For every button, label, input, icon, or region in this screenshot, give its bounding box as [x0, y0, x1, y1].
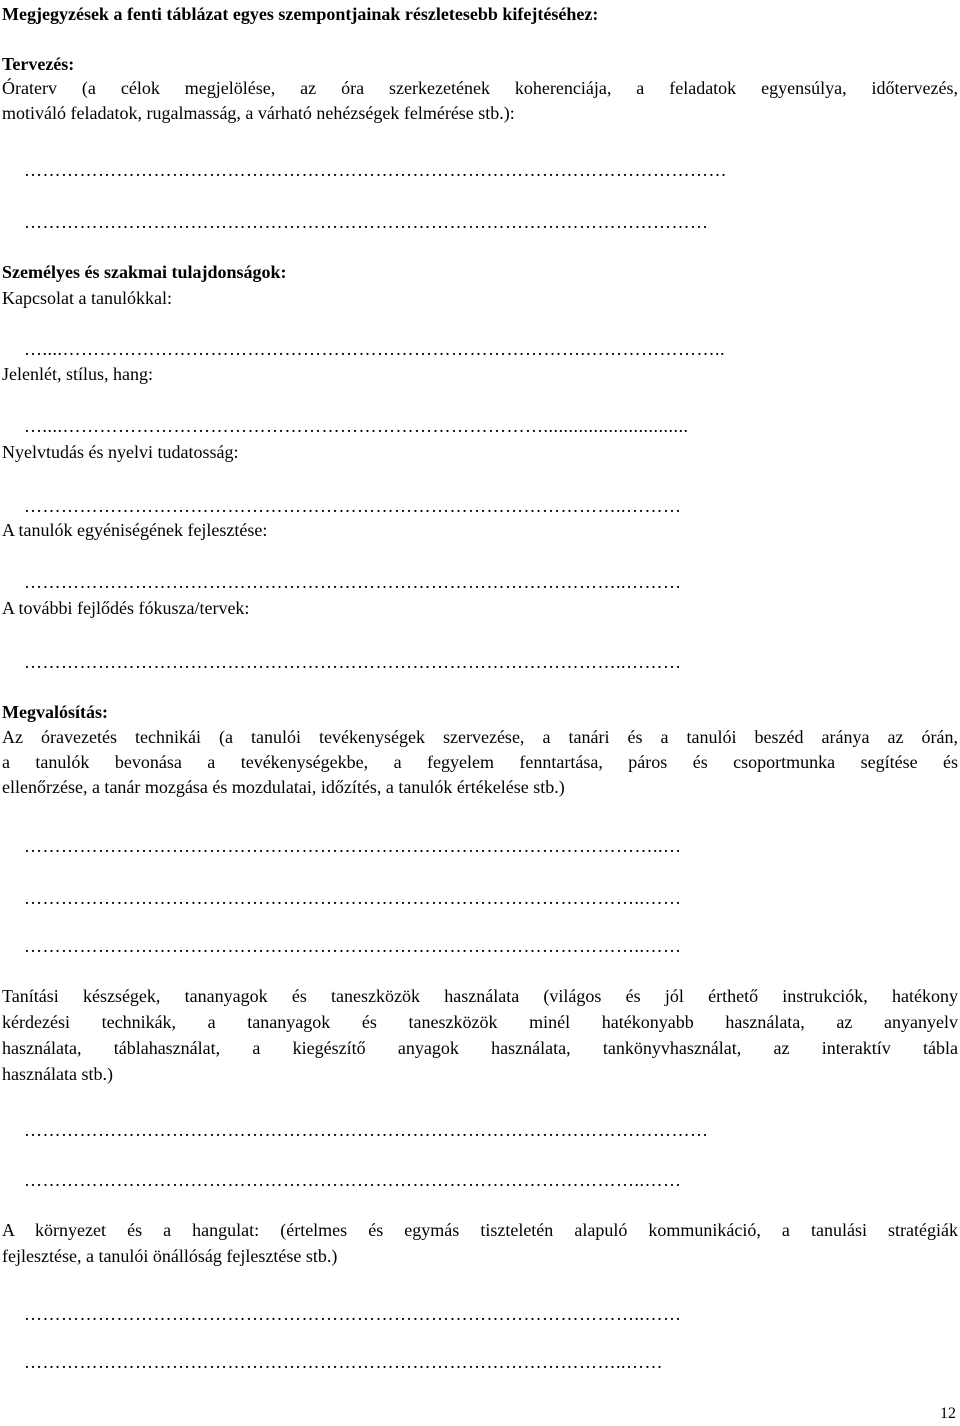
implementation-text-line-3: ellenőrzése, a tanár mozgása és mozdulatai, időzítés, a tanulók értékelése stb.)	[2, 777, 565, 797]
planning-dotted-line-1: ……………………………………………………………………………………………………	[24, 160, 727, 180]
teaching-dotted-line-2: ………………………………………………………………………………………..……	[24, 1170, 682, 1190]
page-number: 12	[940, 1405, 956, 1422]
implementation-text-line-2: a tanulók bevonása a tevékenységekbe, a fegyelem fenntartása, páros és csoportmunka segítése és	[2, 752, 958, 772]
implementation-text-line-1: Az óravezetés technikái (a tanulói tevékenységek szervezése, a tanári és a tanulói beszéd aránya az órán,	[2, 727, 958, 747]
contact-label: Kapcsolat a tanulókkal:	[2, 288, 172, 308]
teaching-text-line-1: Tanítási készségek, tananyagok és taneszközök használata (világos és jól érthető instrukciók, hatékony	[2, 986, 958, 1006]
presence-dotted-line: …....…………………………………………………………………….............................	[24, 416, 689, 436]
individuality-dotted-line: ……………………………………………………………………………………..………	[24, 572, 682, 592]
implementation-dotted-line-3: ………………………………………………………………………………………..……	[24, 936, 682, 956]
document-heading: Megjegyzések a fenti táblázat egyes szempontjainak részletesebb kifejtéséhez:	[2, 4, 599, 24]
planning-dotted-line-2: …………………………………………………………………………………………………	[24, 212, 709, 232]
personal-title: Személyes és szakmai tulajdonságok:	[2, 262, 287, 282]
individuality-label: A tanulók egyéniségének fejlesztése:	[2, 520, 268, 540]
environment-dotted-line-1: ………………………………………………………………………………………..……	[24, 1304, 682, 1324]
environment-text-line-1: A környezet és a hangulat: (értelmes és egymás tiszteletén alapuló kommunikáció, a tanulási stratégiák	[2, 1220, 958, 1240]
teaching-text-line-2: kérdezési technikák, a tananyagok és taneszközök minél hatékonyabb használata, az anyanyelv	[2, 1012, 958, 1032]
language-dotted-line: ……………………………………………………………………………………..………	[24, 496, 682, 516]
language-label: Nyelvtudás és nyelvi tudatosság:	[2, 442, 239, 462]
teaching-text-line-3: használata, táblahasználat, a kiegészítő anyagok használata, tankönyvhasználat, az interaktív tábla	[2, 1038, 958, 1058]
contact-dotted-line: …....………………………………………………………………………….…………………..	[24, 339, 725, 359]
teaching-text-line-4: használata stb.)	[2, 1064, 113, 1084]
environment-text-line-2: fejlesztése, a tanulói önállóság fejlesztése stb.)	[2, 1246, 338, 1266]
focus-dotted-line: ……………………………………………………………………………………..………	[24, 652, 682, 672]
environment-dotted-line-2: ……………………………………………………………………………………..……	[24, 1352, 663, 1372]
planning-title: Tervezés:	[2, 54, 75, 74]
implementation-dotted-line-2: ………………………………………………………………………………………..……	[24, 888, 682, 908]
teaching-dotted-line-1: …………………………………………………………………………………………………	[24, 1120, 709, 1140]
planning-text-line-1: Óraterv (a célok megjelölése, az óra szerkezetének koherenciája, a feladatok egyensúlya, időtervezés,	[2, 78, 958, 98]
planning-text-line-2: motiváló feladatok, rugalmasság, a várható nehézségek felmérése stb.):	[2, 103, 515, 123]
focus-label: A további fejlődés fókusza/tervek:	[2, 598, 250, 618]
implementation-title: Megvalósítás:	[2, 702, 108, 722]
implementation-dotted-line-1: …………………………………………………………………………………………..…	[24, 836, 682, 856]
presence-label: Jelenlét, stílus, hang:	[2, 364, 153, 384]
